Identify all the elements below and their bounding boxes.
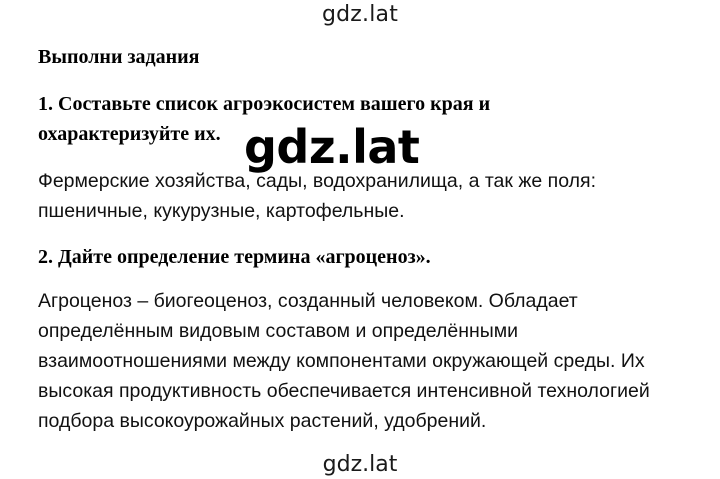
question-2: 2. Дайте определение термина «агроценоз». <box>38 246 431 268</box>
answer-2 <box>38 286 650 436</box>
answer-2-line: подбора высокоурожайных растений, удобрений. <box>38 410 487 432</box>
answer-2-line: взаимоотношениями между компонентами окружающей среды. Их <box>38 350 645 372</box>
answer-2-line: высокая продуктивность обеспечивается интенсивной технологией <box>38 380 650 402</box>
watermark-center: gdz.lat <box>244 120 420 174</box>
answer-1-line: пшеничные, кукурузные, картофельные. <box>38 200 405 222</box>
question-1-line: 1. Составьте список агроэкосистем вашего края и <box>38 93 491 115</box>
answer-1 <box>38 166 596 226</box>
answer-2-line: Агроценоз – биогеоценоз, созданный человеком. Обладает <box>38 290 578 312</box>
watermark-bottom: gdz.lat <box>322 452 398 477</box>
watermark-top: gdz.lat <box>321 2 399 27</box>
answer-1-line: Фермерские хозяйства, сады, водохранилища, а так же поля: <box>38 170 596 192</box>
question-1-line: охарактеризуйте их. <box>38 123 221 145</box>
answer-2-line: определённым видовым составом и определёнными <box>38 320 519 342</box>
section-title: Выполни задания <box>38 46 200 68</box>
